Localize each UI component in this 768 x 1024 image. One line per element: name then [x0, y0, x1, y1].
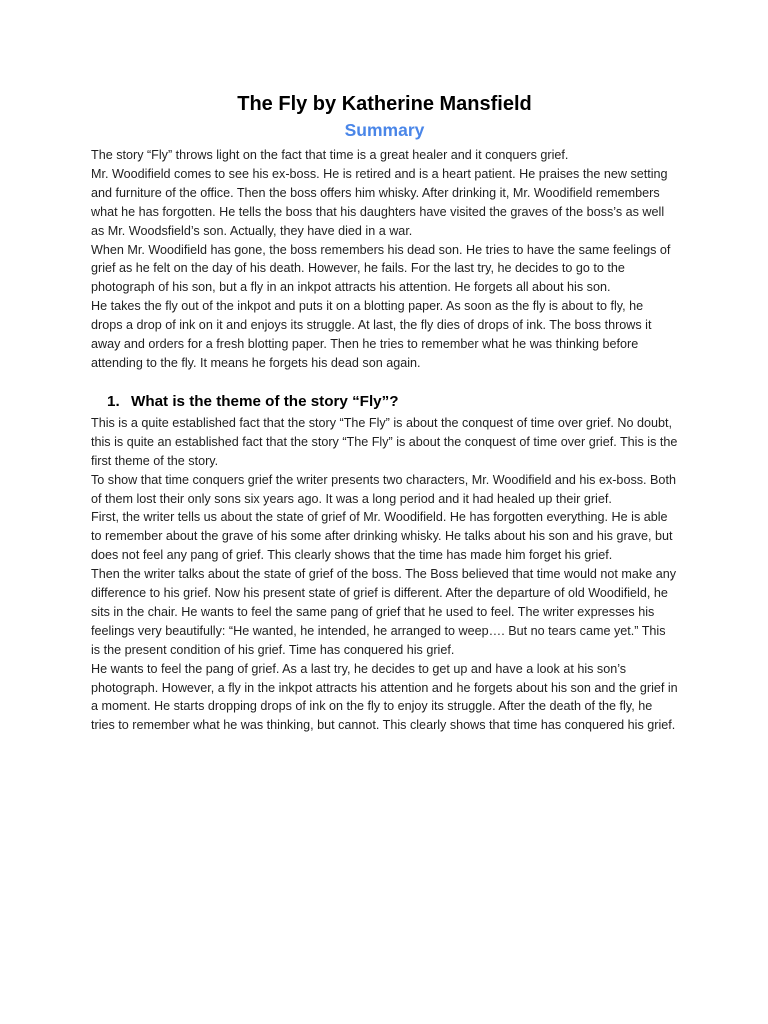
question-text: What is the theme of the story “Fly”? — [131, 392, 399, 410]
summary-paragraph: He takes the fly out of the inkpot and puts it on a blotting paper. As soon as the fly is about to fly, he drops a drop of ink on it and enjoys its struggle. At last, the fly dies of drops of ink. The boss throws it away and orders for a fresh blotting paper. Then he tries to remember what he was thinking before attending to the fly. It means he forgets his dead son again. — [91, 299, 652, 370]
answer-paragraph: He wants to feel the pang of grief. As a last try, he decides to get up and have a look at his son’s photograph. However, a fly in the inkpot attracts his attention and he forgets about his son and the grief in a moment. He starts dropping drops of ink on the fly to enjoy its struggle. After the death of the fly, he tries to remember what he was thinking, but cannot. This clearly shows that time has conquered his grief. — [91, 661, 678, 733]
question-number: 1. — [107, 392, 120, 410]
document-title: The Fly by Katherine Mansfield — [237, 93, 532, 115]
answer-section — [91, 414, 678, 735]
answer-paragraph: First, the writer tells us about the state of grief of Mr. Woodifield. He has forgotten everything. He is able to remember about the grave of his some after drinking whisky. He talks about his son and his grave, but does not feel any pang of grief. This clearly shows that the time has made him forget his grief. — [91, 510, 673, 563]
summary-heading: Summary — [344, 120, 425, 140]
summary-section — [91, 146, 678, 373]
answer-paragraph: Then the writer talks about the state of grief of the boss. The Boss believed that time would not make any difference to his grief. Now his present state of grief is different. After the departure of old Woodifield, he sits in the chair. He wants to feel the same pang of grief that he used to feel. The writer expresses his feelings very beautifully: “He wanted, he intended, he arranged to weep…. But no tears came yet.” This is the present condition of his grief. Time has conquered his grief. — [91, 567, 677, 657]
answer-paragraph: This is a quite established fact that the story “The Fly” is about the conquest of time over grief. No doubt, this is quite an established fact that the story “The Fly” is about the conquest of time over grief. This is the first theme of the story. — [91, 415, 678, 468]
question-heading — [91, 392, 678, 412]
summary-paragraph: Mr. Woodifield comes to see his ex-boss. He is retired and is a heart patient. He praises the new setting and furniture of the office. Then the boss offers him whisky. After drinking it, Mr. Woodifield remembers what he has forgotten. He tells the boss that his daughters have visited the graves of the boss’s as well as Mr. Woodsfield’s son. Actually, they have died in a war. — [91, 166, 668, 238]
answer-paragraph: To show that time conquers grief the writer presents two characters, Mr. Woodifield and his ex-boss. Both of them lost their only sons six years ago. It was a long period and it had healed up their grief. — [91, 472, 676, 506]
summary-paragraph: When Mr. Woodifield has gone, the boss remembers his dead son. He tries to have the same feelings of grief as he felt on the day of his death. However, he fails. For the last try, he decides to go to the photograph of his son, but a fly in an inkpot attracts his attention. He forgets all about his son. — [91, 242, 671, 295]
summary-paragraph: The story “Fly” throws light on the fact that time is a great healer and it conquers grief. — [91, 148, 569, 162]
